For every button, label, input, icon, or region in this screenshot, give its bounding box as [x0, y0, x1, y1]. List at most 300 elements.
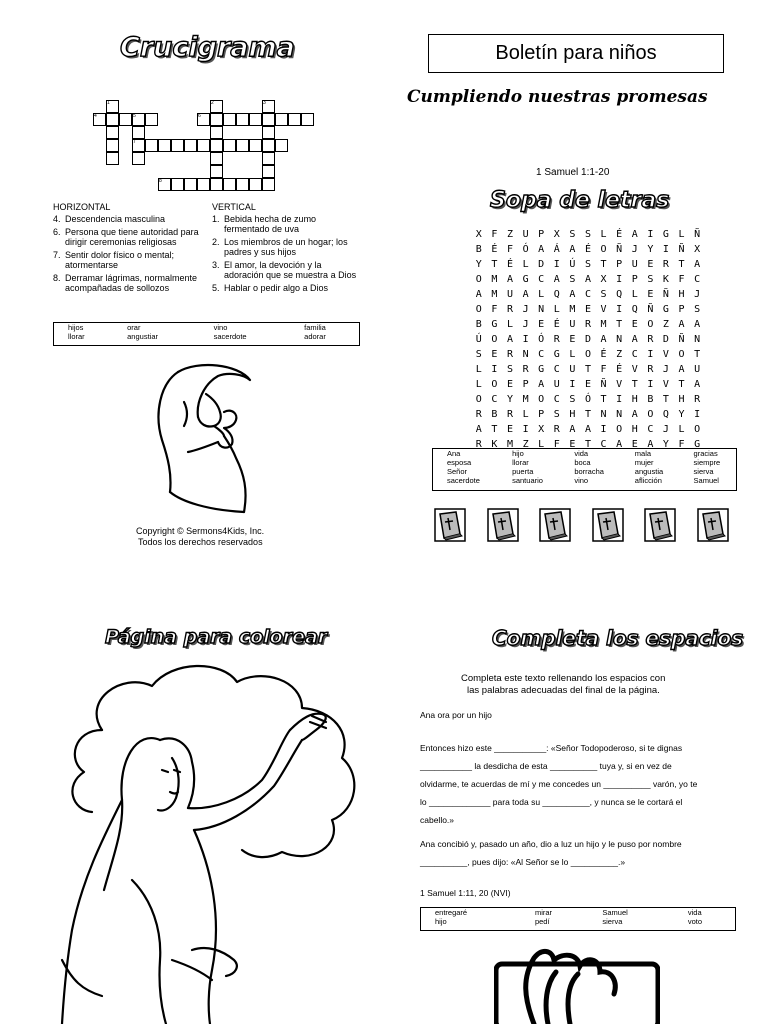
- wordsearch-letter: M: [506, 439, 513, 450]
- wordsearch-letter: V: [662, 349, 669, 360]
- fill-paragraph-1: [420, 739, 750, 829]
- fill-blanks-title: Completa los espacios: [492, 626, 744, 650]
- word-bank-word: Señor: [447, 467, 468, 476]
- wordsearch-letter: S: [569, 229, 576, 240]
- wordsearch-letter: B: [475, 319, 482, 330]
- wordsearch-letter: K: [662, 274, 669, 285]
- crossword-cell[interactable]: [249, 113, 262, 126]
- horizontal-clue: [53, 250, 203, 270]
- wordsearch-letter: R: [506, 349, 513, 360]
- wordsearch-letter: N: [616, 334, 623, 345]
- wordsearch-letter: C: [553, 394, 560, 405]
- wordsearch-letter: F: [600, 364, 607, 375]
- wordsearch-letter: D: [662, 334, 669, 345]
- wordsearch-letter: Y: [678, 409, 685, 420]
- wordsearch-letter: F: [506, 244, 513, 255]
- wordsearch-letter: X: [694, 244, 701, 255]
- horizontal-clue: [53, 273, 203, 293]
- wordsearch-letter: C: [538, 349, 545, 360]
- word-bank-word: vino: [213, 323, 228, 332]
- crossword-grid: [0, 0, 384, 200]
- wordsearch-letter: G: [553, 349, 560, 360]
- crossword-number: 1: [107, 100, 110, 106]
- wordsearch-letter: X: [538, 424, 545, 435]
- wordsearch-letter: I: [491, 364, 498, 375]
- wordsearch-letter: E: [506, 379, 513, 390]
- wordsearch-letter: A: [694, 379, 701, 390]
- wordsearch-letter: H: [569, 409, 576, 420]
- crossword-number: 2: [211, 100, 214, 106]
- wordsearch-letter: Z: [616, 349, 623, 360]
- word-bank-word: vida: [687, 908, 702, 917]
- wordsearch-letter: A: [584, 424, 591, 435]
- wordsearch-letter: P: [538, 409, 545, 420]
- clue-text: Derramar lágrimas, normalmente acompañadas de sollozos: [65, 273, 198, 293]
- wordsearch-letter: O: [600, 244, 607, 255]
- wordsearch-letter: R: [475, 409, 482, 420]
- wordsearch-letter: I: [616, 304, 623, 315]
- wordsearch-letter: G: [694, 439, 701, 450]
- crossword-cell[interactable]: [262, 178, 275, 191]
- wordsearch-letter: R: [553, 334, 560, 345]
- clue-number: 7.: [53, 250, 61, 260]
- crossword-cell[interactable]: [106, 139, 119, 152]
- crossword-cell[interactable]: [223, 178, 236, 191]
- bible-icon: [487, 508, 519, 542]
- wordsearch-letter: I: [616, 394, 623, 405]
- word-bank-word: angustiar: [127, 332, 158, 341]
- wordsearch-letter: Q: [616, 289, 623, 300]
- wordsearch-letter: Ñ: [647, 304, 654, 315]
- wordsearch-letter: L: [522, 259, 529, 270]
- wordsearch-letter: O: [678, 349, 685, 360]
- wordsearch-letter: P: [616, 259, 623, 270]
- crossword-cell[interactable]: [262, 113, 275, 126]
- fill-p1-line3: olvidarme, te acuerdas de mí y me concedes un __________ varón, yo te: [420, 779, 698, 789]
- wordsearch-letter: G: [662, 304, 669, 315]
- wordsearch-letter: C: [553, 364, 560, 375]
- wordsearch-letter: P: [522, 379, 529, 390]
- crossword-word-bank: [53, 322, 360, 346]
- wordsearch-letter: U: [506, 289, 513, 300]
- clue-text: Bebida hecha de zumo fermentado de uva: [224, 214, 317, 234]
- crossword-cell[interactable]: [288, 113, 301, 126]
- wordsearch-letter: V: [616, 379, 623, 390]
- wordsearch-row: [471, 364, 705, 379]
- crossword-title: Crucigrama: [120, 32, 295, 63]
- crossword-cell[interactable]: [132, 126, 145, 139]
- wordsearch-letter: T: [662, 394, 669, 405]
- crossword-cell[interactable]: [275, 113, 288, 126]
- wordsearch-letter: X: [475, 229, 482, 240]
- wordsearch-letter: C: [491, 394, 498, 405]
- crossword-cell[interactable]: [197, 178, 210, 191]
- word-bank-word: mirar: [534, 908, 553, 917]
- crossword-cell[interactable]: [184, 178, 197, 191]
- wordsearch-letter: U: [569, 319, 576, 330]
- word-bank-word: sacerdote: [447, 476, 480, 485]
- word-bank-word: orar: [127, 323, 141, 332]
- word-bank-word: puerta: [512, 467, 534, 476]
- wordsearch-letter: A: [475, 289, 482, 300]
- wordsearch-letter: E: [569, 334, 576, 345]
- wordsearch-letter: L: [553, 304, 560, 315]
- wordsearch-letter: I: [662, 244, 669, 255]
- clue-number: 3.: [212, 260, 220, 270]
- wordsearch-letter: Y: [662, 439, 669, 450]
- crossword-cell[interactable]: [106, 126, 119, 139]
- crossword-cell[interactable]: [158, 139, 171, 152]
- wordsearch-letter: M: [491, 274, 498, 285]
- word-bank-word: adorar: [304, 332, 326, 341]
- wordsearch-letter: O: [475, 274, 482, 285]
- wordsearch-letter: A: [538, 379, 545, 390]
- wordsearch-letter: Z: [662, 319, 669, 330]
- bible-icon: [644, 508, 676, 542]
- wordsearch-letter: É: [616, 364, 623, 375]
- crossword-cell[interactable]: [132, 152, 145, 165]
- wordsearch-letter: Ó: [522, 244, 529, 255]
- wordsearch-letter: V: [600, 304, 607, 315]
- wordsearch-letter: I: [600, 424, 607, 435]
- wordsearch-letter: A: [506, 274, 513, 285]
- wordsearch-letter: B: [491, 409, 498, 420]
- crossword-cell[interactable]: [145, 139, 158, 152]
- crossword-number: 8: [159, 178, 162, 184]
- word-bank-word: llorar: [68, 332, 85, 341]
- word-bank-word: sacerdote: [213, 332, 247, 341]
- wordsearch-letter: N: [694, 334, 701, 345]
- wordsearch-letter: A: [694, 319, 701, 330]
- wordsearch-letter: A: [616, 439, 623, 450]
- crossword-cell[interactable]: [262, 152, 275, 165]
- wordsearch-letter: C: [694, 274, 701, 285]
- word-bank-word: siempre: [693, 458, 721, 467]
- vertical-clue: [212, 283, 362, 293]
- wordsearch-letter: C: [631, 349, 638, 360]
- word-bank-word: vida: [574, 449, 589, 458]
- wordsearch-row: [471, 274, 705, 289]
- wordsearch-row: [471, 409, 705, 424]
- wordsearch-letter: M: [569, 304, 576, 315]
- wordsearch-letter: O: [694, 424, 701, 435]
- clue-number: 1.: [212, 214, 220, 224]
- wordsearch-letter: A: [631, 334, 638, 345]
- wordsearch-letter: T: [491, 424, 498, 435]
- wordsearch-letter: A: [522, 289, 529, 300]
- wordsearch-letter: N: [616, 409, 623, 420]
- crossword-cell[interactable]: [119, 113, 132, 126]
- wordsearch-letter: F: [678, 274, 685, 285]
- wordsearch-letter: A: [694, 259, 701, 270]
- crossword-cell[interactable]: [236, 139, 249, 152]
- wordsearch-letter: O: [538, 394, 545, 405]
- crossword-cell[interactable]: [171, 178, 184, 191]
- word-bank-word: Samuel: [602, 908, 628, 917]
- wordsearch-letter: É: [600, 349, 607, 360]
- wordsearch-letter: O: [647, 319, 654, 330]
- clue-text: El amor, la devoción y la adoración que se muestra a Dios: [224, 260, 357, 280]
- wordsearch-letter: E: [647, 259, 654, 270]
- bible-icon: [539, 508, 571, 542]
- wordsearch-letter: U: [522, 229, 529, 240]
- wordsearch-letter: P: [631, 274, 638, 285]
- wordsearch-letter: H: [631, 394, 638, 405]
- crossword-cell[interactable]: [249, 178, 262, 191]
- wordsearch-letter: G: [522, 274, 529, 285]
- word-bank-word: aflicción: [634, 476, 662, 485]
- wordsearch-letter: C: [584, 289, 591, 300]
- wordsearch-letter: Ñ: [600, 379, 607, 390]
- wordsearch-letter: V: [631, 364, 638, 375]
- wordsearch-letter: R: [553, 424, 560, 435]
- wordsearch-word-bank: [432, 448, 737, 491]
- wordsearch-letter: P: [678, 304, 685, 315]
- wordsearch-letter: T: [631, 379, 638, 390]
- wordsearch-letter: Q: [553, 289, 560, 300]
- wordsearch-row: [471, 289, 705, 304]
- clue-number: 4.: [53, 214, 61, 224]
- crossword-cell[interactable]: [197, 139, 210, 152]
- word-bank-word: santuario: [512, 476, 543, 485]
- clue-number: 6.: [53, 227, 61, 237]
- wordsearch-letter: Ó: [538, 334, 545, 345]
- word-bank-word: pedí: [534, 917, 550, 926]
- wordsearch-letter: I: [569, 379, 576, 390]
- wordsearch-letter: F: [491, 229, 498, 240]
- wordsearch-letter: E: [647, 289, 654, 300]
- wordsearch-letter: A: [600, 334, 607, 345]
- wordsearch-letter: T: [678, 379, 685, 390]
- fill-reference: 1 Samuel 1:11, 20 (NVI): [420, 888, 511, 898]
- wordsearch-letter: T: [491, 259, 498, 270]
- wordsearch-letter: É: [584, 244, 591, 255]
- wordsearch-letter: J: [522, 319, 529, 330]
- wordsearch-letter: Ú: [569, 259, 576, 270]
- wordsearch-letter: H: [678, 394, 685, 405]
- wordsearch-letter: O: [647, 409, 654, 420]
- crossword-cell[interactable]: [171, 139, 184, 152]
- crossword-number: 7: [133, 139, 136, 145]
- wordsearch-letter: I: [647, 349, 654, 360]
- newsletter-title: Boletín para niños: [495, 42, 657, 64]
- wordsearch-letter: S: [694, 304, 701, 315]
- wordsearch-letter: R: [647, 364, 654, 375]
- wordsearch-letter: I: [647, 379, 654, 390]
- wordsearch-letter: A: [647, 439, 654, 450]
- wordsearch-letter: A: [553, 274, 560, 285]
- wordsearch-row: [471, 229, 705, 244]
- word-bank-word: mala: [634, 449, 652, 458]
- crossword-cell[interactable]: [262, 139, 275, 152]
- wordsearch-letter: R: [522, 364, 529, 375]
- wordsearch-letter: Ó: [584, 394, 591, 405]
- vertical-clue: [212, 214, 362, 234]
- vertical-clue: [212, 237, 362, 257]
- crossword-cell[interactable]: [210, 113, 223, 126]
- bible-icon: [592, 508, 624, 542]
- wordsearch-letter: L: [475, 364, 482, 375]
- clue-text: Descendencia masculina: [65, 214, 166, 224]
- wordsearch-letter: S: [600, 289, 607, 300]
- word-bank-word: sierva: [693, 467, 714, 476]
- crossword-cell[interactable]: [184, 139, 197, 152]
- wordsearch-row: [471, 379, 705, 394]
- wordsearch-letter: S: [506, 364, 513, 375]
- newsletter-subtitle: Cumpliendo nuestras promesas: [407, 87, 708, 107]
- wordsearch-letter: S: [584, 229, 591, 240]
- wordsearch-letter: E: [569, 439, 576, 450]
- wordsearch-letter: T: [600, 259, 607, 270]
- wordsearch-row: [471, 394, 705, 409]
- word-bank-word: hijo: [435, 917, 447, 926]
- wordsearch-row: [471, 259, 705, 274]
- wordsearch-letter: I: [694, 409, 701, 420]
- wordsearch-letter: L: [678, 229, 685, 240]
- wordsearch-letter: M: [491, 289, 498, 300]
- crossword-cell[interactable]: [210, 139, 223, 152]
- wordsearch-letter: I: [616, 274, 623, 285]
- wordsearch-row: [471, 334, 705, 349]
- wordsearch-letter: U: [694, 364, 701, 375]
- wordsearch-letter: T: [600, 394, 607, 405]
- wordsearch-letter: D: [584, 334, 591, 345]
- wordsearch-letter: R: [584, 319, 591, 330]
- crossword-number: 6: [198, 113, 201, 119]
- wordsearch-letter: F: [553, 439, 560, 450]
- word-bank-word: familia: [304, 323, 326, 332]
- crossword-cell[interactable]: [223, 139, 236, 152]
- crossword-cell[interactable]: [210, 178, 223, 191]
- wordsearch-letter: Ñ: [678, 334, 685, 345]
- wordsearch-letter: M: [600, 319, 607, 330]
- wordsearch-letter: O: [491, 379, 498, 390]
- wordsearch-letter: J: [694, 289, 701, 300]
- wordsearch-letter: C: [600, 439, 607, 450]
- vertical-clue: [212, 260, 362, 280]
- fill-p1-line5: cabello.»: [420, 815, 455, 825]
- wordsearch-letter: G: [538, 364, 545, 375]
- fill-p1-line1: Entonces hizo este ___________: «Señor Todopoderoso, si te dignas: [420, 743, 683, 753]
- wordsearch-row: [471, 349, 705, 364]
- word-bank-word: voto: [687, 917, 703, 926]
- wordsearch-letter: I: [522, 424, 529, 435]
- horizontal-clues: [53, 214, 203, 296]
- fill-word-bank: [420, 907, 736, 931]
- wordsearch-grid: [471, 229, 705, 454]
- bible-icons-row: [434, 508, 734, 546]
- crossword-cell[interactable]: [301, 113, 314, 126]
- crossword-cell[interactable]: [210, 126, 223, 139]
- crossword-cell[interactable]: [145, 113, 158, 126]
- fill-p2-line1: Ana concibió y, pasado un año, dio a luz un hijo y le puso por nombre: [420, 839, 682, 849]
- wordsearch-letter: Á: [553, 244, 560, 255]
- crossword-cell[interactable]: [210, 152, 223, 165]
- word-bank-word: mujer: [634, 458, 654, 467]
- crossword-cell[interactable]: [236, 113, 249, 126]
- wordsearch-letter: A: [538, 244, 545, 255]
- wordsearch-letter: S: [569, 274, 576, 285]
- wordsearch-letter: Ñ: [662, 289, 669, 300]
- wordsearch-letter: L: [569, 349, 576, 360]
- crossword-cell[interactable]: [249, 139, 262, 152]
- crossword-cell[interactable]: [262, 126, 275, 139]
- wordsearch-letter: L: [678, 424, 685, 435]
- wordsearch-letter: C: [538, 274, 545, 285]
- wordsearch-letter: Q: [662, 409, 669, 420]
- crossword-cell[interactable]: [106, 152, 119, 165]
- crossword-cell[interactable]: [210, 165, 223, 178]
- wordsearch-letter: A: [506, 334, 513, 345]
- wordsearch-letter: O: [616, 424, 623, 435]
- crossword-cell[interactable]: [275, 139, 288, 152]
- word-bank-word: Samuel: [693, 476, 719, 485]
- crossword-cell[interactable]: [106, 113, 119, 126]
- wordsearch-letter: T: [584, 409, 591, 420]
- wordsearch-letter: O: [475, 304, 482, 315]
- wordsearch-row: [471, 244, 705, 259]
- horizontal-clue: [53, 214, 203, 224]
- wordsearch-letter: I: [522, 334, 529, 345]
- wordsearch-letter: N: [522, 349, 529, 360]
- fill-paragraph-2: [420, 835, 750, 871]
- wordsearch-letter: É: [553, 319, 560, 330]
- wordsearch-letter: R: [662, 259, 669, 270]
- wordsearch-letter: J: [662, 424, 669, 435]
- fill-instructions-1: Completa este texto rellenando los espacios con: [461, 673, 666, 684]
- wordsearch-letter: Y: [475, 259, 482, 270]
- wordsearch-letter: U: [631, 259, 638, 270]
- crossword-cell[interactable]: [223, 113, 236, 126]
- crossword-cell[interactable]: [236, 178, 249, 191]
- wordsearch-letter: X: [600, 274, 607, 285]
- wordsearch-letter: P: [538, 229, 545, 240]
- wordsearch-letter: B: [475, 244, 482, 255]
- wordsearch-letter: J: [662, 364, 669, 375]
- wordsearch-letter: E: [538, 319, 545, 330]
- wordsearch-letter: Z: [522, 439, 529, 450]
- wordsearch-letter: S: [475, 349, 482, 360]
- wordsearch-letter: L: [600, 229, 607, 240]
- wordsearch-letter: L: [631, 289, 638, 300]
- wordsearch-letter: X: [553, 229, 560, 240]
- vertical-clues: [212, 214, 362, 296]
- praying-girl-image: [148, 362, 256, 517]
- clue-text: Persona que tiene autoridad para dirigir ceremonias religiosas: [65, 227, 199, 247]
- wordsearch-letter: A: [678, 319, 685, 330]
- wordsearch-letter: E: [584, 379, 591, 390]
- word-bank-word: entregaré: [435, 908, 468, 917]
- wordsearch-letter: C: [647, 424, 654, 435]
- wordsearch-letter: O: [491, 334, 498, 345]
- wordsearch-letter: A: [569, 289, 576, 300]
- vertical-label: VERTICAL: [212, 202, 256, 212]
- wordsearch-letter: É: [616, 229, 623, 240]
- wordsearch-letter: E: [631, 439, 638, 450]
- wordsearch-letter: T: [694, 349, 701, 360]
- wordsearch-letter: T: [616, 319, 623, 330]
- wordsearch-letter: Ñ: [694, 229, 701, 240]
- wordsearch-letter: T: [584, 364, 591, 375]
- word-bank-word: Ana: [447, 449, 461, 458]
- fill-p1-line2: ___________ la desdicha de esta __________ tuya y, si en vez de: [420, 761, 672, 771]
- wordsearch-letter: L: [522, 409, 529, 420]
- wordsearch-letter: E: [584, 304, 591, 315]
- wordsearch-letter: R: [694, 394, 701, 405]
- wordsearch-letter: E: [491, 349, 498, 360]
- crossword-cell[interactable]: [262, 165, 275, 178]
- wordsearch-letter: F: [491, 304, 498, 315]
